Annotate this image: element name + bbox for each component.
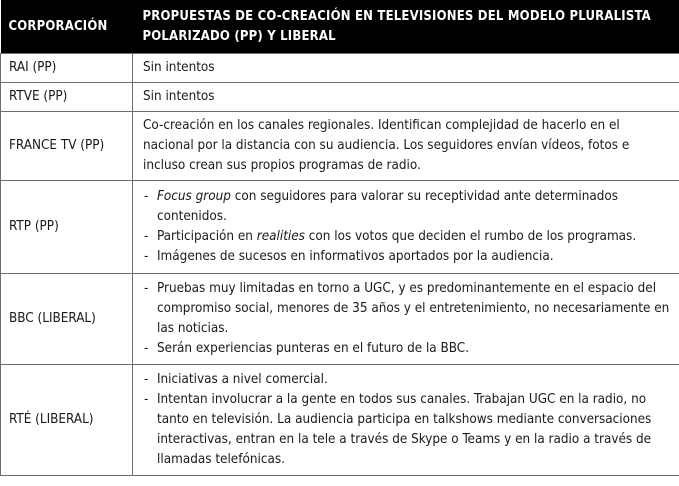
corporation-cell: RTP (PP) bbox=[1, 181, 133, 274]
italic-term: Focus group bbox=[157, 189, 231, 204]
list-item bbox=[143, 390, 671, 470]
italic-term: realities bbox=[256, 229, 305, 244]
proposal-cell bbox=[133, 181, 679, 274]
table-row bbox=[1, 83, 679, 112]
proposal-cell bbox=[133, 365, 679, 476]
proposal-list bbox=[143, 187, 671, 267]
item-text: con los votos que deciden el rumbo de los programas. bbox=[304, 229, 637, 244]
table-row bbox=[1, 274, 679, 365]
proposal-cell bbox=[133, 274, 679, 365]
corporation-cell: BBC (LIBERAL) bbox=[1, 274, 133, 365]
table-row bbox=[1, 54, 679, 83]
table-row bbox=[1, 112, 679, 181]
proposal-list bbox=[143, 370, 671, 470]
list-item bbox=[143, 227, 671, 247]
item-text: Imágenes de sucesos en informativos aportados por la audiencia. bbox=[157, 249, 554, 264]
proposal-list bbox=[143, 279, 671, 359]
corporation-cell: RAI (PP) bbox=[1, 54, 133, 83]
table-header-row bbox=[1, 0, 679, 54]
item-text: Intentan involucrar a la gente en todos sus canales. Trabajan UGC en la radio, no tanto en televisión. La audiencia participa en talkshows mediante conversaciones interactivas, entran en la tele a través de Skype o Teams y en la radio a través de llamadas telefónicas. bbox=[157, 392, 652, 467]
table-row bbox=[1, 365, 679, 476]
item-text: Serán experiencias punteras en el futuro de la BBC. bbox=[157, 341, 470, 356]
list-item bbox=[143, 247, 671, 267]
list-item bbox=[143, 187, 671, 227]
header-corporacion: CORPORACIÓN bbox=[1, 0, 133, 54]
list-item bbox=[143, 279, 671, 339]
item-text-prefix: Participación en bbox=[157, 229, 257, 244]
corporation-cell: RTÉ (LIBERAL) bbox=[1, 365, 133, 476]
item-text: con seguidores para valorar su receptividad ante determinados contenidos. bbox=[157, 189, 619, 224]
proposal-cell: Sin intentos bbox=[133, 83, 679, 112]
item-text: Iniciativas a nivel comercial. bbox=[157, 372, 328, 387]
list-item bbox=[143, 339, 671, 359]
item-text: Pruebas muy limitadas en torno a UGC, y es predominantemente en el espacio del compromiso social, menores de 35 años y el entretenimiento, no necesariamente en las noticias. bbox=[157, 281, 670, 336]
corporation-cell: RTVE (PP) bbox=[1, 83, 133, 112]
header-propuestas: PROPUESTAS DE CO-CREACIÓN EN TELEVISIONES DEL MODELO PLURALISTA POLARIZADO (PP) Y LIBERAL bbox=[133, 0, 679, 54]
list-item bbox=[143, 370, 671, 390]
proposal-cell: Co-creación en los canales regionales. Identifican complejidad de hacerlo en el nacional por la distancia con su audiencia. Los seguidores envían vídeos, fotos e incluso crean sus propios programas de radio. bbox=[133, 112, 679, 181]
table-row bbox=[1, 181, 679, 274]
corporation-cell: FRANCE TV (PP) bbox=[1, 112, 133, 181]
proposal-cell: Sin intentos bbox=[133, 54, 679, 83]
